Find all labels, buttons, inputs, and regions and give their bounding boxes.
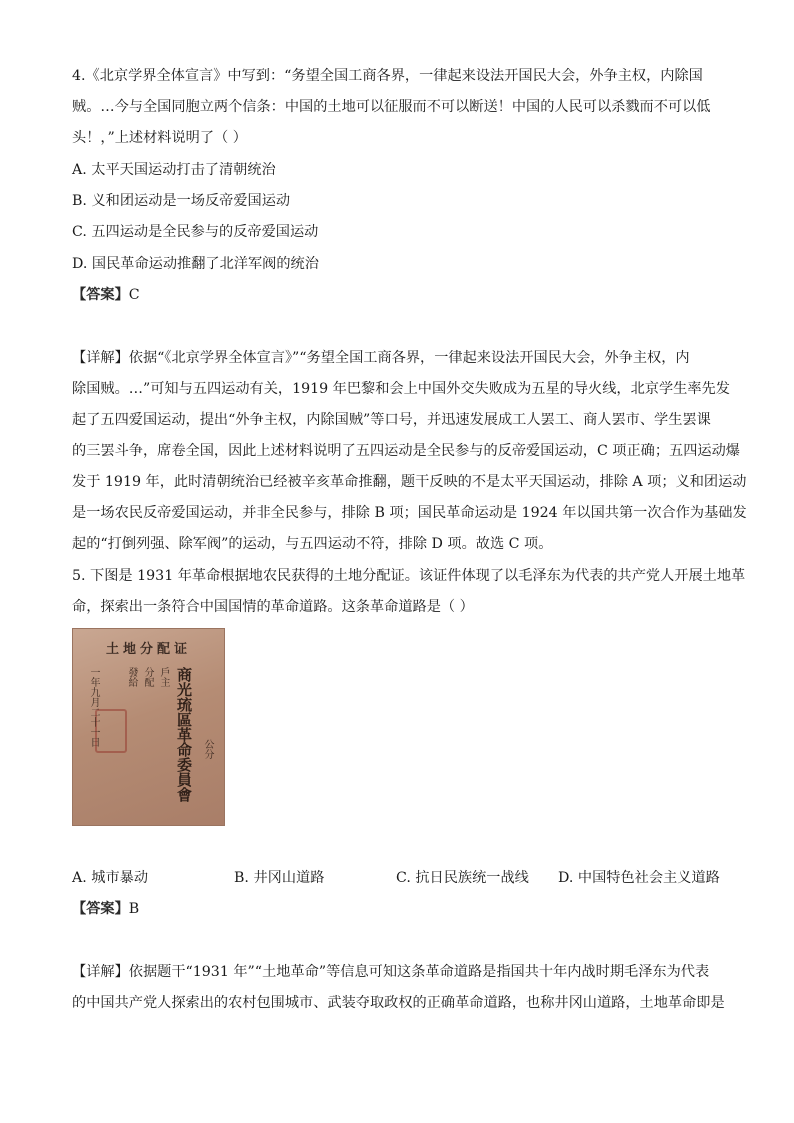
certificate-column-3: 分配 [142, 667, 153, 687]
q5-stem-line-2: 命，探索出一条符合中国国情的革命道路。这条革命道路是（ ） [72, 599, 474, 615]
q4-detail-line-1: 【详解】依据“《北京学界全体宣言》”“务望全国工商各界，一律起来设法开国民大会，外争主权，内 [72, 350, 690, 366]
certificate-issuer: 商光琉區革命委員會 [175, 667, 193, 802]
q5-answer [72, 899, 722, 919]
q4-option-d: D. 国民革命运动推翻了北洋军阀的统治 [72, 256, 319, 272]
q5-option-c: C. 抗日民族统一战线 [396, 870, 529, 886]
q4-answer-tag: 【答案】 [72, 287, 129, 303]
q4-stem-line-1: 4.《北京学界全体宣言》中写到：“务望全国工商各界，一律起来设法开国民大会，外争主权，内除国 [72, 68, 703, 84]
q4-option-b: B. 义和团运动是一场反帝爱国运动 [72, 193, 291, 209]
q4-detail-line-2: 除国贼。…”可知与五四运动有关，1919 年巴黎和会上中国外交失败成为五星的导火线，北京学生率先发 [72, 381, 730, 397]
certificate-title: 土地分配证 [105, 642, 191, 657]
q4-option-c: C. 五四运动是全民参与的反帝爱国运动 [72, 224, 319, 240]
q4-detail-line-4: 的三罢斗争，席卷全国，因此上述材料说明了五四运动是全民参与的反帝爱国运动，C 项正确；五四运动爆 [72, 443, 740, 459]
certificate-column-4: 戶主 [158, 667, 169, 687]
q5-stem-line-1: 5. 下图是 1931 年革命根据地农民获得的土地分配证。该证件体现了以毛泽东为代表的共产党人开展土地革 [72, 568, 746, 584]
q5-answer-tag: 【答案】 [72, 901, 129, 917]
q5-detail-line-2: 的中国共产党人探索出的农村包围城市、武装夺取政权的正确革命道路，也称井冈山道路，土地革命即是 [72, 995, 725, 1011]
q4-option-a: A. 太平天国运动打击了清朝统治 [72, 162, 276, 178]
q4-answer [72, 285, 722, 305]
q4-detail-line-5: 发于 1919 年，此时清朝统治已经被辛亥革命推翻，题干反映的不是太平天国运动，排除 A 项；义和团运动 [72, 474, 747, 490]
land-certificate-image [72, 628, 225, 826]
q4-detail-line-6: 是一场农民反帝爱国运动，并非全民参与，排除 B 项；国民革命运动是 1924 年以国共第一次合作为基础发 [72, 505, 747, 521]
certificate-column-5: 公分 [202, 739, 213, 759]
q4-detail-line-3: 起了五四爱国运动，提出“外争主权，内除国贼”等口号，并迅速发展成工人罢工、商人罢市、学生罢课 [72, 412, 711, 428]
certificate-seal [95, 709, 127, 753]
q4-answer-value: C [128, 287, 140, 303]
q5-detail-line-1: 【详解】依据题干“1931 年”“土地革命”等信息可知这条革命道路是指国共十年内战时期毛泽东为代表 [72, 964, 710, 980]
q5-option-b: B. 井冈山道路 [234, 870, 325, 886]
certificate-date-column: 一年九月二十一日 [88, 667, 99, 747]
q5-option-d: D. 中国特色社会主义道路 [558, 870, 720, 886]
q4-stem-line-2: 贼。…今与全国同胞立两个信条：中国的土地可以征服而不可以断送！中国的人民可以杀戮而不可以低 [72, 99, 711, 115]
certificate-column-2: 發給 [126, 667, 137, 687]
q5-option-a: A. 城市暴动 [72, 870, 149, 886]
q4-detail-line-7: 起的“打倒列强、除军阀”的运动，与五四运动不符，排除 D 项。故选 C 项。 [72, 536, 553, 552]
q5-answer-value: B [128, 901, 140, 917]
q4-stem-line-3: 头！，”上述材料说明了（ ） [72, 130, 247, 146]
